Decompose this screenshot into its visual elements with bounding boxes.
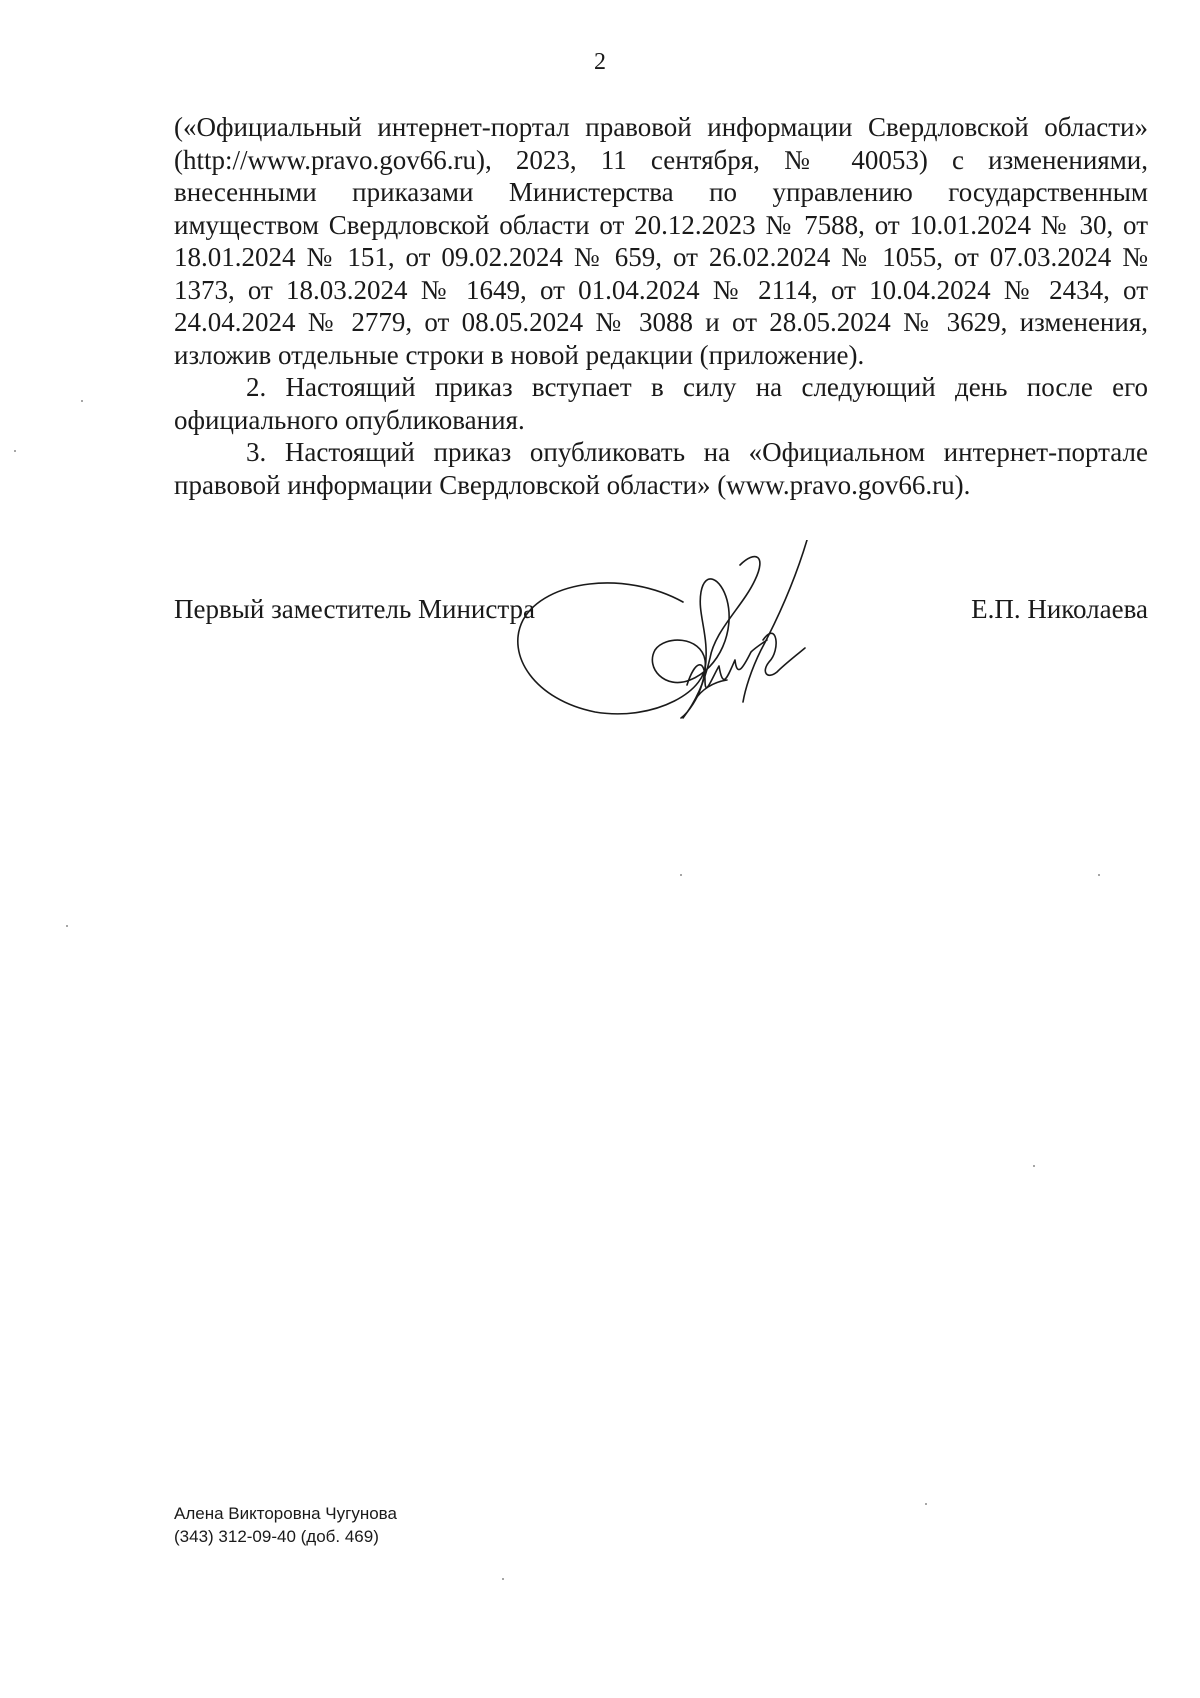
page-number: 2 [594,49,606,75]
handwritten-signature [505,540,865,740]
paragraph-continuation: («Официальный интернет-портал правовой информации Свердловской области» (http://www.pravo.gov66.ru), 2023, 11 сентября, № 40053) с изменениями, внесенными приказами Министерства по управлению государственным имуществом Свердловской области от 20.12.2023 № 7588, от 10.01.2024 № 30, от 18.01.2024 № 151, от 09.02.2024 № 659, от 26.02.2024 № 1055, от 07.03.2024 № 1373, от 18.03.2024 № 1649, от 01.04.2024 № 2114, от 10.04.2024 № 2434, от 24.04.2024 № 2779, от 08.05.2024 № 3088 и от 28.05.2024 № 3629, изменения, изложив отдельные строки в новой редакции (приложение). [174,112,1148,370]
scan-speck [1033,1165,1035,1167]
scan-speck [81,400,83,402]
scan-speck [1098,874,1100,876]
contact-person: Алена Викторовна Чугунова [174,1504,397,1523]
contact-block [174,1502,397,1548]
paragraph-item-3: 3. Настоящий приказ опубликовать на «Официальном интернет-портале правовой информации Свердловской области» (www.pravo.gov66.ru). [174,437,1148,500]
contact-phone: (343) 312-09-40 (доб. 469) [174,1527,379,1546]
scan-speck [14,450,16,452]
paragraph-item-2: 2. Настоящий приказ вступает в силу на следующий день после его официального опубликования. [174,372,1148,435]
scan-speck [66,925,68,927]
scan-speck [502,1578,504,1580]
signer-title: Первый заместитель Министра [174,594,535,624]
scan-speck [680,874,682,876]
document-body [174,111,1148,501]
scan-speck [925,1503,927,1505]
signer-name: Е.П. Николаева [971,594,1148,624]
